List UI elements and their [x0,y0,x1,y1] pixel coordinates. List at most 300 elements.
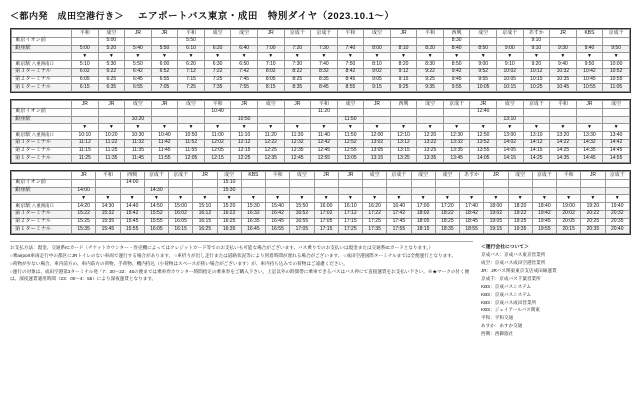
down-arrow-icon: ▼ [417,124,444,132]
stop-name-main: 銀座駅 [15,45,31,52]
operator-header-cell: あすか [523,30,550,38]
departure-time-cell: 18:45 [460,218,484,226]
departure-time-cell: 7:45 [231,76,258,84]
departure-time-cell: 18:05 [411,218,435,226]
departure-time-cell: 10:55 [603,76,630,84]
down-arrow-icon: ▼ [443,53,470,61]
departure-time-cell: 7:10 [257,61,284,69]
timetable-morning [11,29,630,92]
departure-time-cell [508,179,532,187]
table-row [12,37,630,45]
departure-time-cell: 19:45 [532,218,556,226]
operator-header-cell: KBS [576,30,603,38]
departure-time-cell: 10:50 [231,116,258,124]
departure-time-cell: 14:25 [523,155,550,163]
operator-legend-line: 西興：西御旅社 [481,331,514,337]
departure-time-cell: 7:30 [284,61,311,69]
down-arrow-icon: ▼ [311,124,338,132]
departure-time-cell: 15:00 [169,203,193,211]
departure-time-cell: 6:45 [125,76,152,84]
departure-time-cell [550,37,577,45]
departure-time-cell: 8:50 [470,45,497,53]
stop-name-main: 東京イオン前 [15,108,46,115]
down-arrow-icon: ▼ [581,195,605,203]
departure-time-cell: 12:45 [311,147,338,155]
departure-time-cell: 9:10 [523,45,550,53]
departure-time-cell [72,179,96,187]
departure-time-cell: 10:00 [603,61,630,69]
stop-name-cell [12,147,72,155]
stop-name-main: 東京駅 [15,202,31,209]
operator-header-cell: JR [72,101,99,109]
departure-time-cell: 17:25 [338,226,362,234]
departure-time-cell: 8:02 [257,68,284,76]
table-row [12,61,630,69]
down-arrow-icon: ▼ [576,53,603,61]
operator-header-cell: JR [231,101,258,109]
destination-header-row [12,172,630,180]
stop-name-cell [12,84,72,92]
departure-time-cell: 8:10 [390,45,417,53]
departure-time-cell: 19:00 [557,203,581,211]
departure-time-cell: 13:52 [470,139,497,147]
operator-header-cell: 成空 [125,101,152,109]
departure-time-cell: 9:15 [390,76,417,84]
departure-time-cell: 14:05 [470,155,497,163]
table-row [12,45,630,53]
departure-time-cell: 15:52 [144,210,168,218]
down-arrow-icon: ▼ [557,195,581,203]
operator-legend-line: KBS：京成バス成田営業所 [481,299,537,305]
departure-time-cell: 8:35 [284,84,311,92]
departure-time-cell: 20:15 [557,226,581,234]
operator-header-cell: 成空 [603,101,630,109]
operator-header-cell: 成空 [508,172,532,180]
departure-time-cell [178,108,205,116]
departure-time-cell: 5:50 [125,61,152,69]
departure-time-cell: 6:52 [151,68,178,76]
departure-time-cell: 15:30 [217,187,241,195]
departure-time-cell: 13:32 [443,139,470,147]
stop-name-main: 銀座駅 [15,116,31,123]
departure-time-cell: 14:42 [603,139,630,147]
operator-header-cell: JR [314,172,338,180]
down-arrow-icon: ▼ [178,124,205,132]
departure-time-cell: 14:05 [497,147,524,155]
down-arrow-icon: ▼ [497,124,524,132]
operator-header-cell: 京成千 [144,172,168,180]
departure-time-cell: 15:20 [217,203,241,211]
departure-time-cell: 8:45 [311,84,338,92]
departure-time-cell [231,108,258,116]
departure-time-cell: 10:15 [497,84,524,92]
departure-time-cell: 9:30 [550,45,577,53]
down-arrow-icon: ▼ [603,124,630,132]
down-arrow-icon: ▼ [435,195,459,203]
operator-header-cell: JR [576,101,603,109]
departure-time-cell: 15:32 [96,210,120,218]
departure-time-cell: 10:30 [125,132,152,140]
operator-legend-line: JR：JRバス関東東京支店成田線運賃 [481,267,557,273]
down-arrow-icon: ▼ [204,124,231,132]
table-row [12,226,630,234]
departure-time-cell: 9:05 [364,76,391,84]
departure-time-cell: 15:30 [241,203,265,211]
stop-name-sub: 八重洲南口 [30,202,54,208]
departure-time-cell [435,179,459,187]
departure-time-cell: 15:55 [144,218,168,226]
departure-time-cell: 17:05 [314,218,338,226]
departure-time-cell: 7:15 [178,76,205,84]
departure-time-cell: 10:55 [576,84,603,92]
departure-time-cell: 14:40 [120,203,144,211]
departure-time-cell [284,108,311,116]
departure-time-cell [484,179,508,187]
departure-time-cell: 12:00 [364,132,391,140]
departure-time-cell: 8:15 [257,84,284,92]
departure-time-cell [193,187,217,195]
departure-time-cell: 9:10 [497,61,524,69]
departure-time-cell: 15:10 [193,203,217,211]
departure-time-cell: 13:10 [523,132,550,140]
operator-header-cell: 成空 [290,172,314,180]
departure-time-cell: 13:35 [443,147,470,155]
departure-time-cell: 13:15 [364,155,391,163]
operator-header-cell: JR [390,30,417,38]
operator-header-cell: JR [193,172,217,180]
departure-time-cell: 14:15 [523,147,550,155]
departure-time-cell: 12:55 [337,147,364,155]
table-row [12,68,630,76]
departure-time-cell: 16:35 [241,218,265,226]
down-arrow-icon: ▼ [72,53,99,61]
down-arrow-icon: ▼ [387,195,411,203]
operator-header-cell: 平和 [204,101,231,109]
departure-time-cell [204,116,231,124]
operator-header-cell: 京成千 [497,30,524,38]
departure-time-cell: 6:05 [72,76,99,84]
operator-header-cell: あすか [460,172,484,180]
departure-time-cell: 13:25 [417,147,444,155]
timetable-evening [11,171,630,234]
stop-name-main: 銀座駅 [15,187,31,194]
stop-name-cell [12,45,72,53]
departure-time-cell: 14:45 [576,155,603,163]
departure-time-cell: 9:50 [603,45,630,53]
note-line: ○乗airport車両走行中の都区にJRトイレのない車両で運行する場合があります。 ○車折りが出し走行または道路状況等により到着時間が遅れる場合がございます。 ○成田空港国際ターミナルまでは全便運行となります。 [10,252,456,258]
table-row [12,84,630,92]
down-arrow-icon: ▼ [550,124,577,132]
departure-time-cell [241,179,265,187]
departure-time-cell: 16:05 [144,226,168,234]
departure-time-cell [98,108,125,116]
departure-time-cell [417,108,444,116]
down-arrow-icon: ▼ [576,124,603,132]
departure-time-cell [603,108,630,116]
departure-time-cell: 13:30 [576,132,603,140]
departure-time-cell: 14:15 [497,155,524,163]
departure-time-cell: 9:15 [364,84,391,92]
departure-time-cell: 17:12 [338,210,362,218]
table-row [12,203,630,211]
departure-time-cell [257,37,284,45]
departure-time-cell: 14:35 [576,147,603,155]
departure-time-cell: 18:25 [435,218,459,226]
departure-time-cell: 13:05 [364,147,391,155]
down-arrow-icon: ▼ [72,124,99,132]
departure-time-cell [390,37,417,45]
operator-header-cell: 京成千 [605,172,630,180]
down-arrow-icon: ▼ [443,124,470,132]
departure-time-cell: 11:15 [72,147,99,155]
departure-time-cell: 14:00 [72,187,96,195]
departure-time-cell: 15:40 [266,203,290,211]
departure-time-cell: 9:00 [497,45,524,53]
operator-header-cell: JR [72,172,96,180]
departure-time-cell: 13:15 [390,147,417,155]
departure-time-cell: 9:55 [470,76,497,84]
table-row [12,155,630,163]
departure-time-cell: 7:55 [231,84,258,92]
timetable-block-midday [10,99,631,164]
departure-time-cell: 17:22 [363,210,387,218]
timetable-midday [11,100,630,163]
departure-time-cell: 8:45 [337,76,364,84]
timetable-block-evening [10,170,631,235]
operator-header-cell: 成空 [363,172,387,180]
departure-time-cell: 10:10 [72,132,99,140]
operator-header-cell: JR [284,101,311,109]
departure-time-cell: 7:25 [178,84,205,92]
down-arrow-icon: ▼ [231,124,258,132]
departure-time-cell: 17:20 [435,203,459,211]
departure-time-cell: 6:20 [178,61,205,69]
departure-time-cell: 8:05 [257,76,284,84]
stop-name-cell [12,179,72,187]
departure-time-cell: 13:40 [603,132,630,140]
departure-time-cell: 14:20 [72,203,96,211]
departure-time-cell: 16:55 [290,218,314,226]
down-arrow-icon: ▼ [125,53,152,61]
departure-time-cell: 11:50 [337,116,364,124]
departure-time-cell: 15:25 [72,218,96,226]
departure-time-cell [151,116,178,124]
departure-time-cell: 8:30 [443,37,470,45]
operator-header-cell: 平和 [311,101,338,109]
down-arrow-icon: ▼ [284,53,311,61]
operator-header-cell: 京成千 [387,172,411,180]
down-arrow-icon: ▼ [363,195,387,203]
departure-time-cell [151,37,178,45]
departure-time-cell: 15:50 [290,203,314,211]
departure-time-cell: 12:05 [178,155,205,163]
down-arrow-icon: ▼ [284,124,311,132]
departure-time-cell: 19:55 [532,226,556,234]
departure-time-cell: 12:25 [231,155,258,163]
departure-time-cell: 11:50 [337,132,364,140]
stop-name-main: 第２ターミナル [15,76,52,83]
departure-time-cell: 6:00 [151,61,178,69]
departure-time-cell: 5:00 [98,37,125,45]
down-arrow-icon: ▼ [144,195,168,203]
departure-time-cell: 12:45 [284,155,311,163]
departure-time-cell: 16:32 [241,210,265,218]
departure-time-cell: 13:00 [497,132,524,140]
departure-time-cell [364,37,391,45]
departure-time-cell: 12:55 [311,155,338,163]
stop-name-main: 東京駅 [15,60,31,67]
operator-header-cell: JR [98,101,125,109]
departure-time-cell [338,179,362,187]
operator-header-cell: 平和 [337,30,364,38]
down-arrow-icon: ▼ [290,195,314,203]
departure-time-cell: 6:22 [98,68,125,76]
departure-time-cell [550,108,577,116]
departure-time-cell: 8:22 [284,68,311,76]
departure-time-cell: 14:22 [550,139,577,147]
departure-time-cell [266,187,290,195]
departure-time-cell: 12:10 [390,132,417,140]
departure-time-cell: 8:20 [390,61,417,69]
operator-legend-line: KBS：ジェイアールバス関東 [481,307,540,313]
operator-header-cell: JR [364,101,391,109]
departure-time-cell: 5:30 [98,61,125,69]
table-row [12,132,630,140]
departure-time-cell: 19:15 [484,226,508,234]
arrow-row [12,124,630,132]
down-arrow-icon: ▼ [257,53,284,61]
operator-header-cell: JR [151,101,178,109]
departure-time-cell: 16:52 [290,210,314,218]
departure-time-cell: 8:00 [364,45,391,53]
down-arrow-icon: ▼ [72,195,96,203]
departure-time-cell: 11:55 [151,155,178,163]
operator-header-cell: 西興 [120,172,144,180]
stop-name-cell [12,68,72,76]
departure-time-cell: 11:00 [204,132,231,140]
departure-time-cell: 11:55 [178,147,205,155]
departure-time-cell: 12:35 [284,147,311,155]
down-arrow-icon: ▼ [497,53,524,61]
stop-name-cell [12,210,72,218]
departure-time-cell: 20:22 [581,210,605,218]
departure-time-cell: 15:35 [72,226,96,234]
departure-time-cell: 8:25 [284,76,311,84]
down-arrow-icon: ▼ [204,53,231,61]
arrow-row-spacer [12,124,72,132]
departure-time-cell [605,187,630,195]
departure-time-cell: 19:42 [532,210,556,218]
departure-time-cell: 16:45 [266,218,290,226]
departure-time-cell [363,187,387,195]
departure-time-cell: 8:50 [443,61,470,69]
table-row [12,187,630,195]
operator-legend-line: 京成千：京成バス千葉営業所 [481,275,541,281]
departure-time-cell: 16:00 [314,203,338,211]
operator-header-cell: 成空 [497,101,524,109]
departure-time-cell: 9:00 [470,61,497,69]
down-arrow-icon: ▼ [460,195,484,203]
operator-header-cell: 成空 [411,172,435,180]
departure-time-cell [497,108,524,116]
departure-time-cell [314,187,338,195]
departure-time-cell [257,108,284,116]
departure-time-cell: 19:25 [508,218,532,226]
departure-time-cell: 11:32 [125,139,152,147]
departure-time-cell: 11:30 [284,132,311,140]
departure-time-cell [603,116,630,124]
departure-time-cell: 9:22 [417,68,444,76]
departure-time-cell: 6:02 [72,68,99,76]
departure-time-cell: 13:22 [417,139,444,147]
table-row [12,179,630,187]
table-row [12,139,630,147]
note-line: お支払方法：現金、交通系ICカード（チケットカウンター・券売機によってはクレジットカード等でのお支払いも可能な場合がございます。バス乗りでのお支払いは現金または交通系ICカードとなります。） [10,245,434,250]
departure-time-cell [193,179,217,187]
departure-time-cell [532,187,556,195]
departure-time-cell [72,37,99,45]
departure-time-cell: 20:25 [581,218,605,226]
departure-time-cell: 12:25 [257,147,284,155]
departure-time-cell: 16:05 [169,218,193,226]
departure-time-cell [550,116,577,124]
departure-time-cell: 7:35 [204,84,231,92]
table-row [12,218,630,226]
departure-time-cell [532,179,556,187]
table-row [12,147,630,155]
departure-time-cell: 11:22 [98,139,125,147]
stop-name-main: 第３ターミナル [15,210,52,217]
departure-time-cell [337,37,364,45]
departure-time-cell: 14:02 [497,139,524,147]
departure-time-cell: 17:42 [387,210,411,218]
departure-time-cell: 12:15 [204,155,231,163]
operator-legend-line: 成空：京成バス成田空港営業所 [481,260,546,266]
departure-time-cell: 11:12 [72,139,99,147]
operator-header-cell: JR [550,30,577,38]
down-arrow-icon: ▼ [411,195,435,203]
departure-time-cell: 10:15 [523,76,550,84]
departure-time-cell [460,179,484,187]
departure-time-cell: 20:40 [605,226,630,234]
departure-time-cell: 11:20 [257,132,284,140]
departure-time-cell: 11:25 [98,147,125,155]
departure-time-cell [576,108,603,116]
departure-time-cell [290,187,314,195]
down-arrow-icon: ▼ [523,124,550,132]
operator-header-cell: 平和 [417,30,444,38]
stop-name-cell [12,108,72,116]
operator-header-cell: 平和 [72,30,99,38]
departure-time-cell [204,37,231,45]
departure-time-cell: 7:05 [151,84,178,92]
stop-name-main: 第３ターミナル [15,68,52,75]
operator-header-cell: KBS [241,172,265,180]
departure-time-cell: 11:45 [125,155,152,163]
departure-time-cell: 10:20 [98,132,125,140]
down-arrow-icon: ▼ [257,124,284,132]
departure-time-cell [125,37,152,45]
departure-time-cell [417,116,444,124]
operator-header-cell: 成空 [470,30,497,38]
departure-time-cell: 11:35 [125,147,152,155]
departure-time-cell: 19:22 [508,210,532,218]
operator-header-cell: JR [581,172,605,180]
down-arrow-icon: ▼ [125,124,152,132]
footer-notes [10,241,631,339]
operator-header-cell: 西興 [390,101,417,109]
departure-time-cell: 8:35 [311,76,338,84]
